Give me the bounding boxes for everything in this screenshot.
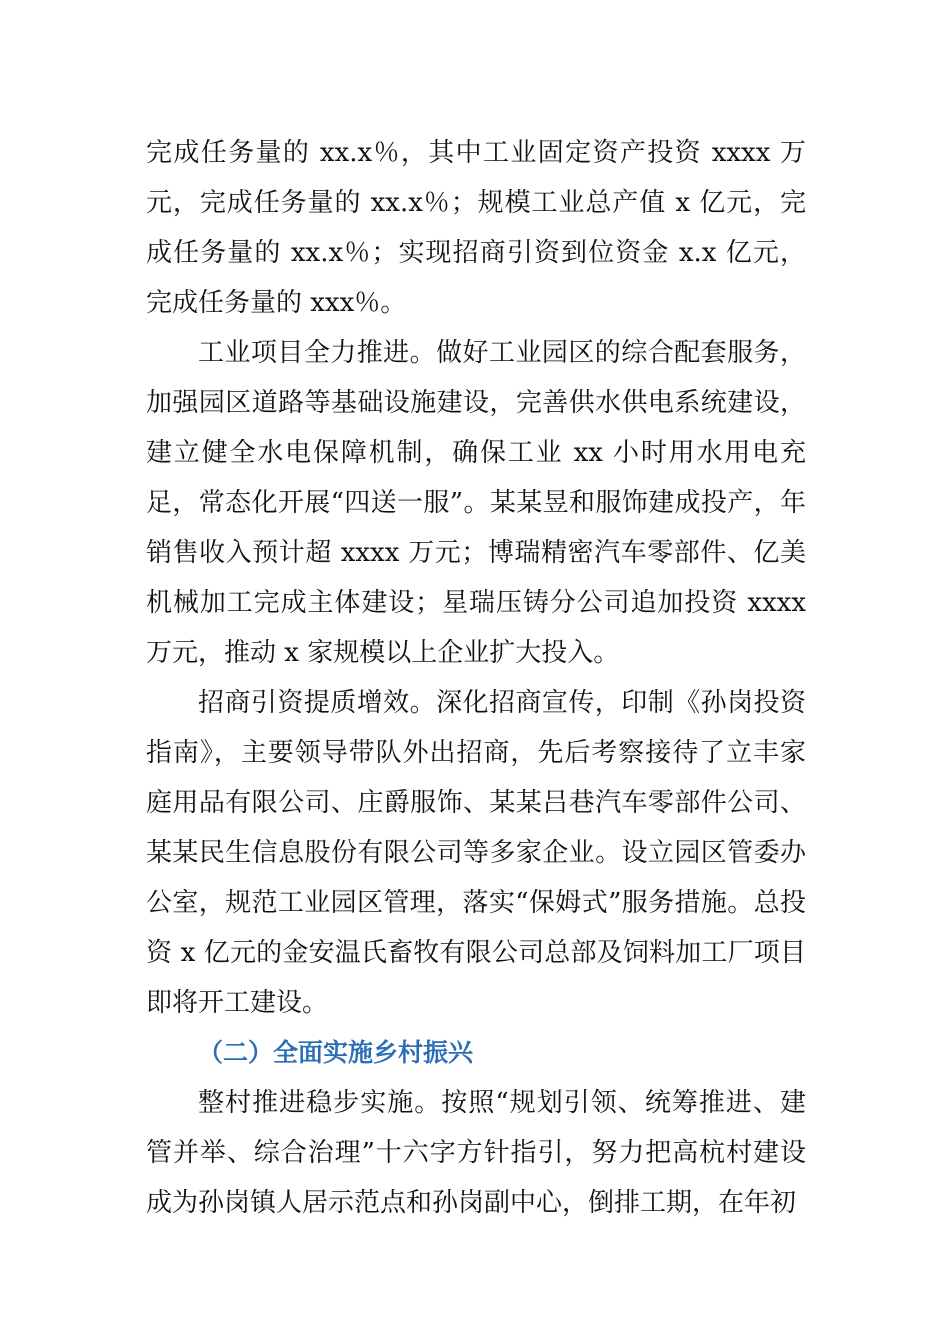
paragraph-investment-attraction: 招商引资提质增效。深化招商宣传，印制《孙岗投资指南》，主要领导带队外出招商，先后考察接待了立丰家庭用品有限公司、庄爵服饰、某某吕巷汽车零部件公司、某某民生信息股份有限公司等多家企业。设立园区管委办公室，规范工业园区管理，落实“保姆式”服务措施。总投资 x 亿元的金安温氏畜牧有限公司总部及饲料加工厂项目即将开工建设。	[146, 688, 806, 1018]
paragraph-village-advancement: 整村推进稳步实施。按照“规划引领、统筹推进、建管并举、综合治理”十六字方针指引，努力把高杭村建设成为孙岗镇人居示范点和孙岗副中心，倒排工期，在年初	[146, 1088, 806, 1218]
paragraph-task-completion: 完成任务量的 xx.x％，其中工业固定资产投资 xxxx 万元，完成任务量的 xx.x％；规模工业总产值 x 亿元，完成任务量的 xx.x％；实现招商引资到位资金 x.x 亿元，完成任务量的 xxx％。	[146, 138, 806, 318]
paragraph-industrial-projects: 工业项目全力推进。做好工业园区的综合配套服务，加强园区道路等基础设施建设，完善供水供电系统建设，建立健全水电保障机制，确保工业 xx 小时用水用电充足，常态化开展“四送一服”。某某昱和服饰建成投产，年销售收入预计超 xxxx 万元；博瑞精密汽车零部件、亿美机械加工完成主体建设；星瑞压铸分公司追加投资 xxxx 万元，推动 x 家规模以上企业扩大投入。	[146, 338, 806, 668]
section-heading-rural-revitalization: （二）全面实施乡村振兴	[198, 1038, 474, 1067]
document-body	[146, 128, 806, 1228]
